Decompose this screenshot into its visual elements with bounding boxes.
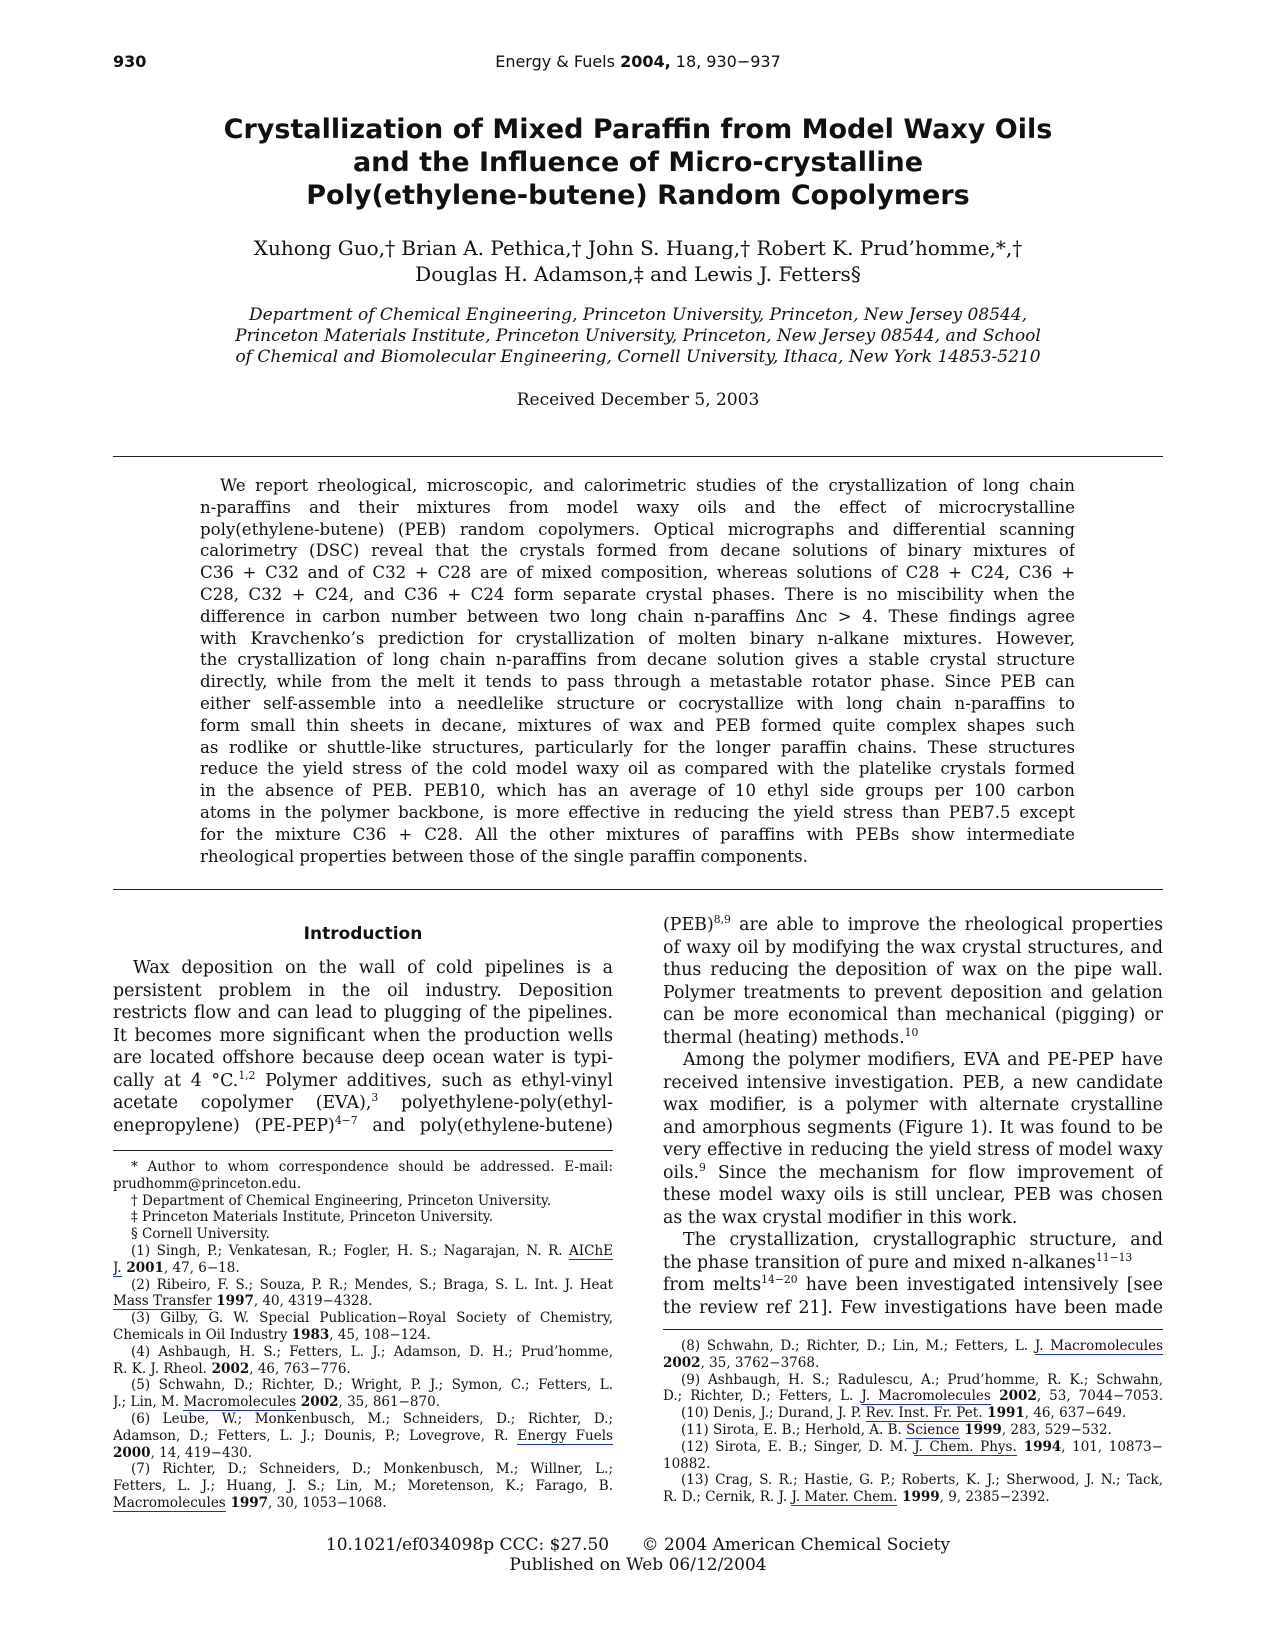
affiliation-line: Department of Chemical Engineering, Princeton University, Princeton, New Jersey 08544, <box>248 305 1028 325</box>
journal-link[interactable]: Macromolecules <box>183 1394 297 1411</box>
body-line: from melts$^{14-20}$ have been investigated intensively [see <box>663 1274 1163 1295</box>
copyright: © 2004 American Chemical Society <box>641 1535 951 1555</box>
abstract-line: the crystallization of long chain n-paraffins from decane solution gives a stable crystal structure <box>200 650 1075 670</box>
footnotes-left <box>113 1159 613 1512</box>
reference-7-cont: Fetters, L. J.; Huang, J. S.; Lin, M.; Moretenson, K.; Farago, B. <box>113 1478 613 1495</box>
published-date: Published on Web 06/12/2004 <box>509 1555 767 1575</box>
journal-link[interactable]: Mass Transfer <box>113 1293 212 1310</box>
body-line: enepropylene) $(PE-PEP)^{4-7}$ and poly(ethylene-butene) <box>113 1114 613 1136</box>
abstract-line: We report rheological, microscopic, and calorimetric studies of the crystallization of long chain <box>220 476 1075 495</box>
body-line: acetate copolymer (EVA),$^3$ polyethylene-poly(ethyl- <box>113 1092 613 1113</box>
journal-link[interactable]: J. Macromolecules <box>861 1388 991 1405</box>
abstract-line: with Kravchenko’s prediction for crystallization of molten binary n-alkane mixtures. However, <box>200 628 1075 648</box>
doi-price: 10.1021/ef034098p CCC: $27.50 <box>325 1535 610 1555</box>
footnote-line: ‡ Princeton Materials Institute, Princeton University. <box>131 1209 494 1226</box>
reference-12-cont: 10882. <box>663 1455 711 1472</box>
body-line: the phase transition of pure and mixed n-alkanes$^{11-13}$ <box>663 1251 1133 1273</box>
affiliations <box>113 305 1163 368</box>
reference-2-cont: Mass Transfer 1997, 40, 4319−4328. <box>113 1293 373 1310</box>
affiliation-line: of Chemical and Biomolecular Engineering, Cornell University, Ithaca, New York 14853-5210 <box>235 347 1041 367</box>
author-list <box>113 235 1163 287</box>
abstract-line: calorimetry (DSC) reveal that the crystals formed from decane solutions of binary mixtures of <box>200 541 1075 561</box>
abstract-line: C28, C32 + C24, and C36 + C24 form separate crystal phases. There is no miscibility when the <box>200 584 1075 604</box>
received-date: Received December 5, 2003 <box>516 390 760 410</box>
body-line: persistent problem in the oil industry. Deposition <box>113 980 613 1001</box>
reference-6-cont: 2000, 14, 419−430. <box>113 1444 253 1461</box>
body-line: wax modifier, is a polymer with alternate crystalline <box>663 1095 1163 1115</box>
reference-1-cont: J. 2001, 47, 6−18. <box>113 1259 240 1276</box>
body-line: very effective in reducing the yield stress of model waxy <box>663 1140 1163 1160</box>
body-line: Wax deposition on the wall of cold pipelines is a <box>133 958 613 978</box>
reference-5-cont: J.; Lin, M. Macromolecules 2002, 35, 861−870. <box>113 1394 440 1411</box>
body-line: thus reducing the deposition of wax on the pipe wall. <box>663 960 1163 980</box>
journal-link[interactable]: Macromolecules <box>113 1494 226 1511</box>
body-line: cally at 4 °C.$^{1,2}$ Polymer additives, such as ethyl-vinyl <box>113 1069 613 1091</box>
journal-link[interactable]: Rev. Inst. Fr. Pet. <box>865 1405 983 1422</box>
footnote-divider <box>113 1150 613 1151</box>
abstract <box>200 475 1075 867</box>
reference-5: (5) Schwahn, D.; Richter, D.; Wright, P. J.; Symon, C.; Fetters, L. <box>131 1377 613 1394</box>
journal-name: Energy & Fuels <box>495 52 615 71</box>
title-line: Poly(ethylene-butene) Random Copolymers <box>306 180 970 211</box>
divider <box>113 889 1163 890</box>
reference-8: (8) Schwahn, D.; Richter, D.; Lin, M.; Fetters, L. J. Macromolecules <box>681 1338 1163 1354</box>
footnote-divider <box>663 1329 1163 1330</box>
article-title <box>113 113 1163 212</box>
footnote-line: * Author to whom correspondence should be addressed. E-mail: <box>131 1159 613 1175</box>
journal-link[interactable]: Science <box>906 1421 960 1438</box>
abstract-line: rheological properties between those of the single paraffin components. <box>200 846 808 866</box>
journal-link[interactable]: J. <box>113 1259 122 1276</box>
journal-citation <box>113 52 1163 71</box>
journal-link[interactable]: J. Rheol. <box>150 1360 207 1377</box>
body-line: The crystallization, crystallographic structure, and <box>683 1230 1163 1250</box>
body-line: and amorphous segments (Figure 1). It was found to be <box>663 1117 1163 1138</box>
abstract-line: directly, while from the melt it tends to pass through a metastable rotator phase. Since PEB can <box>200 672 1075 692</box>
journal-volume-pages: 18, 930−937 <box>675 52 781 71</box>
author-line: Xuhong Guo,† Brian A. Pethica,† John S. Huang,† Robert K. Prud’homme,*,† <box>253 236 1023 260</box>
abstract-line: reduce the yield stress of the cold model waxy oil as compared with the platelike crystals formed <box>200 759 1075 779</box>
abstract-line: n-paraffins and their mixtures from model waxy oils and the effect of microcrystalline <box>200 497 1075 517</box>
journal-link[interactable]: Energy Fuels <box>517 1427 613 1444</box>
title-line: Crystallization of Mixed Paraffin from Model Waxy Oils <box>223 114 1053 145</box>
reference-13-cont: R. D.; Cernik, R. J. J. Mater. Chem. 1999, 9, 2385−2392. <box>663 1489 1050 1506</box>
running-header <box>113 52 1163 76</box>
affiliation-line: Princeton Materials Institute, Princeton University, Princeton, New Jersey 08544, and School <box>235 326 1041 346</box>
body-line: the review ref 21]. Few investigations have been made <box>663 1297 1163 1318</box>
abstract-line: atoms in the polymer backbone, is more effective in reducing the yield stress than PEB7.5 except <box>200 802 1075 822</box>
abstract-line: C36 + C32 and of C32 + C28 are of mixed composition, whereas solutions of C28 + C24, C36 + <box>200 563 1075 583</box>
reference-11: (11) Sirota, E. B.; Herhold, A. B. Science 1999, 283, 529−532. <box>681 1421 1112 1438</box>
journal-link[interactable]: Int. J. Heat <box>534 1276 613 1293</box>
body-line: restricts flow and can lead to plugging of the pipelines. <box>113 1003 613 1023</box>
page-footer <box>113 1535 1163 1575</box>
body-line: It becomes more significant when the production wells <box>113 1025 613 1046</box>
abstract-line: either self-assemble into a needlelike structure or cocrystallize with long chain n-paraffins to <box>200 693 1075 713</box>
reference-3-cont: Chemicals in Oil Industry 1983, 45, 108−124. <box>113 1326 431 1343</box>
body-line: Polymer treatments to prevent deposition and gelation <box>663 982 1163 1003</box>
abstract-line: as rodlike or shuttle-like structures, particularly for the longer paraffin chains. These structures <box>200 737 1075 757</box>
reference-7: (7) Richter, D.; Schneiders, D.; Monkenbusch, M.; Willner, L.; <box>131 1461 613 1478</box>
title-line: and the Influence of Micro-crystalline <box>352 147 924 178</box>
footnote-line: † Department of Chemical Engineering, Princeton University. <box>131 1192 552 1209</box>
abstract-line: poly(ethylene-butene) (PEB) random copolymers. Optical micrographs and differential scanning <box>200 519 1075 539</box>
author-line: Douglas H. Adamson,‡ and Lewis J. Fetters§ <box>415 262 861 286</box>
reference-1: (1) Singh, P.; Venkatesan, R.; Fogler, H. S.; Nagarajan, N. R. AIChE <box>131 1242 613 1259</box>
reference-12: (12) Sirota, E. B.; Singer, D. M. J. Chem. Phys. 1994, 101, 10873− <box>681 1438 1163 1455</box>
footnote-line[interactable] <box>113 1176 613 1193</box>
footnotes-right <box>663 1338 1163 1506</box>
footnote-line: § Cornell University. <box>131 1226 270 1243</box>
body-line: can be more economical than mechanical (pigging) or <box>663 1005 1163 1025</box>
body-line: oils.$^9$ Since the mechanism for flow improvement of <box>663 1161 1163 1183</box>
footer-line <box>113 1535 1163 1555</box>
body-line: thermal (heating) methods.$^{10}$ <box>663 1026 919 1048</box>
reference-4: (4) Ashbaugh, H. S.; Fetters, L. J.; Adamson, D. H.; Prud’homme, <box>131 1343 613 1360</box>
page-number: 930 <box>113 52 147 71</box>
body-line: are located offshore because deep ocean water is typi- <box>113 1048 613 1068</box>
abstract-line: in the absence of PEB. PEB10, which has an average of 10 ethyl side groups per 100 carbon <box>200 781 1075 801</box>
right-column-body <box>663 914 1163 1319</box>
journal-link[interactable]: J. Chem. Phys. <box>914 1438 1017 1455</box>
reference-10: (10) Denis, J.; Durand, J. P. Rev. Inst. Fr. Pet. 1991, 46, 637−649. <box>681 1405 1127 1422</box>
reference-7-cont: Macromolecules 1997, 30, 1053−1068. <box>113 1494 387 1511</box>
body-line: (PEB)$^{8,9}$ are able to improve the rheological properties <box>663 914 1163 935</box>
journal-link[interactable]: J. Mater. Chem. <box>791 1489 898 1506</box>
journal-link[interactable]: J. Macromolecules <box>1034 1338 1163 1354</box>
body-line: as the wax crystal modifier in this work. <box>663 1207 1018 1228</box>
abstract-line: difference in carbon number between two long chain n-paraffins Δnc > 4. These findings agree <box>200 606 1075 626</box>
left-column-body <box>113 957 613 1137</box>
email-link[interactable]: prudhomm@princeton.edu. <box>113 1175 302 1192</box>
reference-2: (2) Ribeiro, F. S.; Souza, P. R.; Mendes, S.; Braga, S. L. Int. J. Heat <box>131 1276 613 1293</box>
reference-4-cont: R. K. J. Rheol. 2002, 46, 763−776. <box>113 1360 351 1377</box>
abstract-line: form small thin sheets in decane, mixtures of wax and PEB formed quite complex shapes such <box>200 715 1075 735</box>
reference-6-cont: Adamson, D.; Fetters, L. J.; Dounis, P.; Lovegrove, R. Energy Fuels <box>113 1427 613 1444</box>
body-line: received intensive investigation. PEB, a new candidate <box>663 1072 1163 1093</box>
body-line: these model waxy oils is still unclear, PEB was chosen <box>663 1185 1163 1205</box>
reference-3: (3) Gilby, G. W. Special Publication−Royal Society of Chemistry, <box>131 1310 613 1327</box>
body-line: Among the polymer modifiers, EVA and PE-PEP have <box>683 1050 1163 1070</box>
divider <box>113 456 1163 457</box>
reference-9: (9) Ashbaugh, H. S.; Radulescu, A.; Prud’homme, R. K.; Schwahn, <box>681 1371 1163 1388</box>
reference-6: (6) Leube, W.; Monkenbusch, M.; Schneiders, D.; Richter, D.; <box>131 1410 613 1427</box>
reference-13: (13) Crag, S. R.; Hastie, G. P.; Roberts, K. J.; Sherwood, J. N.; Tack, <box>681 1472 1163 1489</box>
journal-year: 2004, <box>620 52 671 71</box>
journal-link[interactable]: AIChE <box>569 1242 613 1259</box>
body-line: of waxy oil by modifying the wax crystal structures, and <box>663 937 1163 958</box>
reference-8-cont: 2002, 35, 3762−3768. <box>663 1354 820 1371</box>
abstract-line: for the mixture C36 + C28. All the other mixtures of paraffins with PEBs show intermediate <box>200 824 1075 844</box>
section-heading: Introduction <box>303 924 423 944</box>
reference-9-cont: D.; Richter, D.; Fetters, L. J. Macromolecules 2002, 53, 7044−7053. <box>663 1388 1163 1405</box>
